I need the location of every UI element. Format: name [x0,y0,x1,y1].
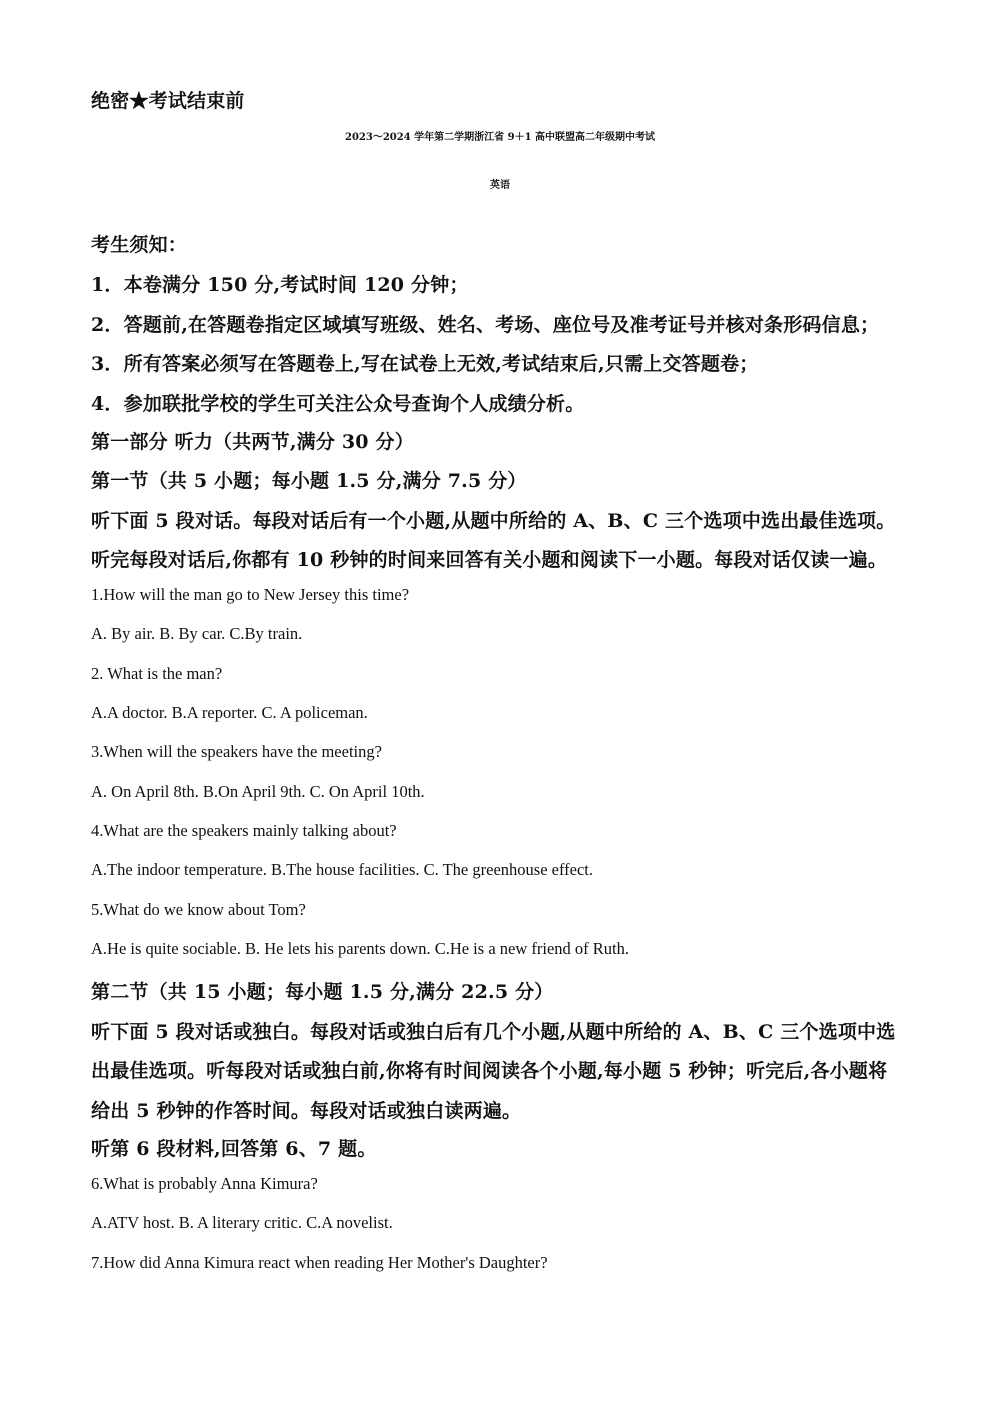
question-5-options: A.He is quite sociable. B. He lets his parents down. C.He is a new friend of Ruth. [91,939,629,958]
notice-heading: 考生须知： [91,234,188,256]
section2-instruction-2: 出最佳选项。听每段对话或独白前,你将有时间阅读各个小题,每小题 5 秒钟；听完后,各小题将 [91,1060,888,1082]
question-1: 1.How will the man go to New Jersey this time? [91,585,410,604]
question-3: 3.When will the speakers have the meeting? [91,742,382,761]
question-3-options: A. On April 8th. B.On April 9th. C. On April 10th. [91,782,425,801]
secret-mark: 绝密★考试结束前 [91,90,245,112]
notice-item-2: 2．答题前,在答题卷指定区域填写班级、姓名、考场、座位号及准考证号并核对条形码信息； [91,314,880,336]
part1-heading: 第一部分 听力（共两节,满分 30 分） [91,431,414,453]
notice-item-1: 1．本卷满分 150 分,考试时间 120 分钟； [91,274,469,296]
section1-instruction-1: 听下面 5 段对话。每段对话后有一个小题,从题中所给的 A、B、C 三个选项中选出最佳选项。 [91,510,896,532]
section2-instruction-3: 给出 5 秒钟的作答时间。每段对话或独白读两遍。 [91,1100,522,1122]
section1-heading: 第一节（共 5 小题；每小题 1.5 分,满分 7.5 分） [91,470,527,492]
question-4: 4.What are the speakers mainly talking about? [91,821,397,840]
question-2-options: A.A doctor. B.A reporter. C. A policeman. [91,703,368,722]
question-5: 5.What do we know about Tom? [91,900,306,919]
question-1-options: A. By air. B. By car. C.By train. [91,624,303,643]
subject-title: 英语 [490,180,510,191]
question-2: 2. What is the man? [91,664,223,683]
exam-title: 2023～2024 学年第二学期浙江省 9＋1 高中联盟高二年级期中考试 [344,132,656,143]
question-6: 6.What is probably Anna Kimura? [91,1174,318,1193]
section2-heading: 第二节（共 15 小题；每小题 1.5 分,满分 22.5 分） [91,981,554,1003]
section2-instruction-1: 听下面 5 段对话或独白。每段对话或独白后有几个小题,从题中所给的 A、B、C 三个选项中选 [91,1021,896,1043]
question-4-options: A.The indoor temperature. B.The house facilities. C. The greenhouse effect. [91,860,594,879]
question-6-options: A.ATV host. B. A literary critic. C.A novelist. [91,1213,393,1232]
notice-item-4: 4．参加联批学校的学生可关注公众号查询个人成绩分析。 [91,393,585,415]
notice-item-3: 3．所有答案必须写在答题卷上,写在试卷上无效,考试结束后,只需上交答题卷； [91,353,759,375]
section1-instruction-2: 听完每段对话后,你都有 10 秒钟的时间来回答有关小题和阅读下一小题。每段对话仅读一遍。 [91,549,888,571]
question-7: 7.How did Anna Kimura react when reading Her Mother's Daughter? [91,1253,548,1272]
material-6-heading: 听第 6 段材料,回答第 6、7 题。 [91,1138,377,1160]
